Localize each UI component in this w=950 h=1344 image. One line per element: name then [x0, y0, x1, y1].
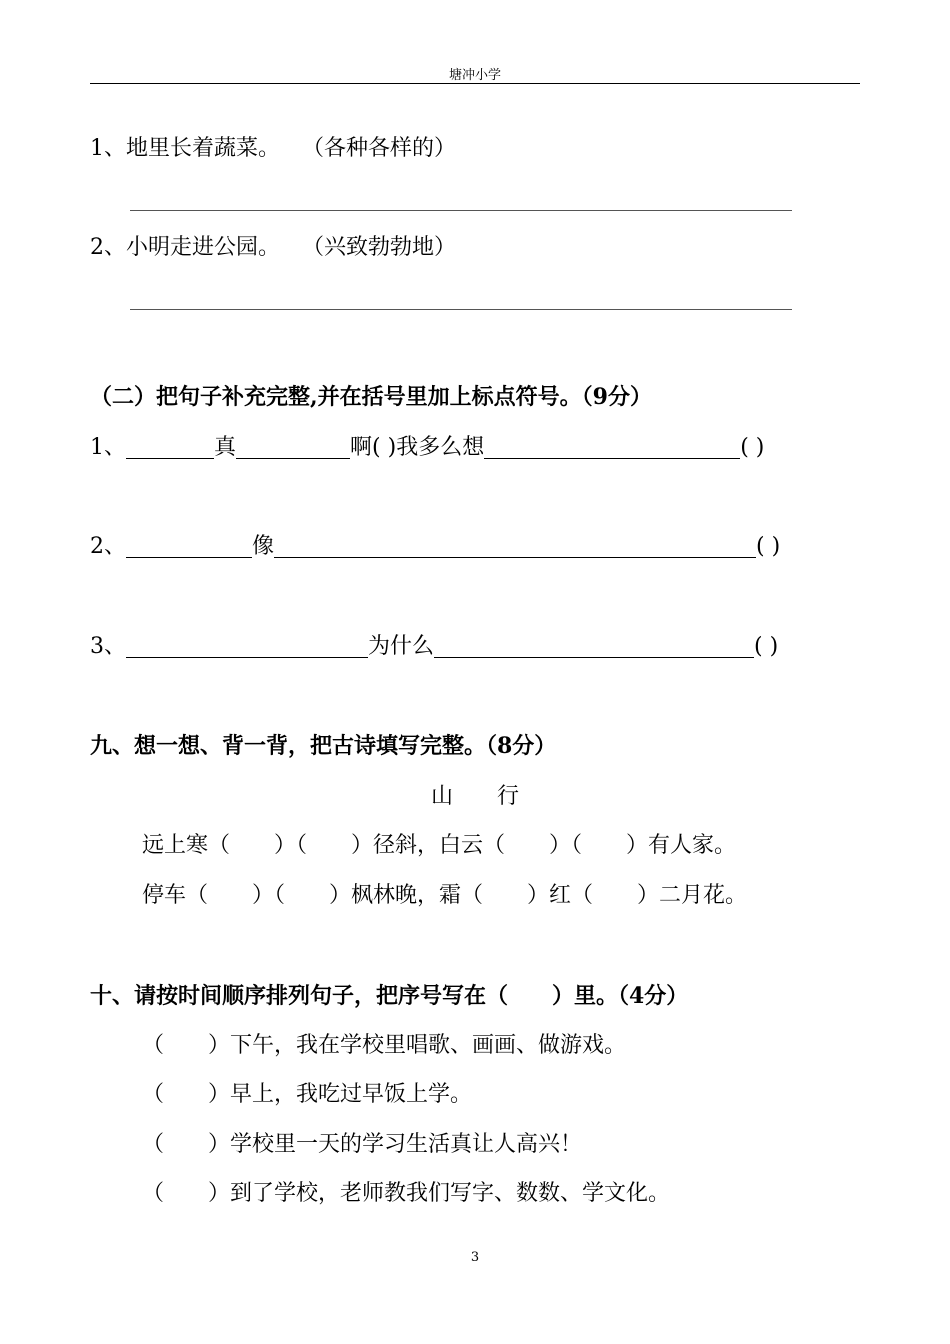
poem-line-1[interactable]: 远上寒（ ）（ ）径斜，白云（ ）（ ）有人家。: [142, 833, 737, 858]
punctuation-bracket[interactable]: ( ): [740, 435, 765, 460]
page-header: 塘冲小学: [448, 68, 501, 83]
expand-sentence-1: 1、地里长着蔬菜。: [90, 136, 280, 161]
section-poem-title: 九、想一想、背一背，把古诗填写完整。（8分）: [90, 733, 557, 759]
blank-field[interactable]: [274, 537, 756, 558]
word: 啊: [350, 435, 373, 460]
poem-line-2[interactable]: 停车（ ）（ ）枫林晚，霜（ ）红（ ）二月花。: [142, 883, 748, 908]
complete-item-1: [90, 437, 764, 459]
expand-question-1: [90, 138, 456, 160]
expand-question-2: [90, 237, 456, 259]
word: 我多么想: [396, 435, 485, 460]
expand-hint-2: （兴致勃勃地）: [302, 235, 457, 260]
order-item-2[interactable]: （ ）早上，我吃过早饭上学。: [142, 1082, 473, 1107]
header-divider: [90, 83, 860, 84]
punctuation-bracket[interactable]: ( ): [754, 634, 779, 659]
item-number: 1、: [90, 435, 126, 460]
poem-name: 山 行: [430, 784, 519, 809]
complete-item-3: [90, 636, 778, 658]
section-order-title: 十、请按时间顺序排列句子，把序号写在（ ）里。（4分）: [90, 983, 689, 1009]
blank-field[interactable]: [126, 537, 252, 558]
item-number: 3、: [90, 634, 126, 659]
expand-hint-1: （各种各样的）: [302, 136, 457, 161]
blank-field[interactable]: [484, 438, 740, 459]
blank-field[interactable]: [126, 637, 368, 658]
word: 真: [214, 435, 237, 460]
order-item-4[interactable]: （ ）到了学校，老师教我们写字、数数、学文化。: [142, 1181, 671, 1206]
punctuation-bracket[interactable]: ( ): [372, 435, 397, 460]
complete-item-2: [90, 536, 780, 558]
blank-field[interactable]: [126, 438, 214, 459]
answer-line-2[interactable]: [130, 309, 792, 310]
page-number: 3: [470, 1250, 480, 1265]
punctuation-bracket[interactable]: ( ): [756, 534, 781, 559]
order-item-3[interactable]: （ ）学校里一天的学习生活真让人高兴！: [142, 1132, 583, 1157]
answer-line-1[interactable]: [130, 210, 792, 211]
word: 像: [252, 534, 275, 559]
blank-field[interactable]: [236, 438, 350, 459]
word: 为什么: [368, 634, 435, 659]
section-complete-title: （二）把句子补充完整,并在括号里加上标点符号。（9分）: [90, 384, 652, 410]
item-number: 2、: [90, 534, 126, 559]
blank-field[interactable]: [434, 637, 754, 658]
expand-sentence-2: 2、小明走进公园。: [90, 235, 280, 260]
order-item-1[interactable]: （ ）下午，我在学校里唱歌、画画、做游戏。: [142, 1033, 627, 1058]
